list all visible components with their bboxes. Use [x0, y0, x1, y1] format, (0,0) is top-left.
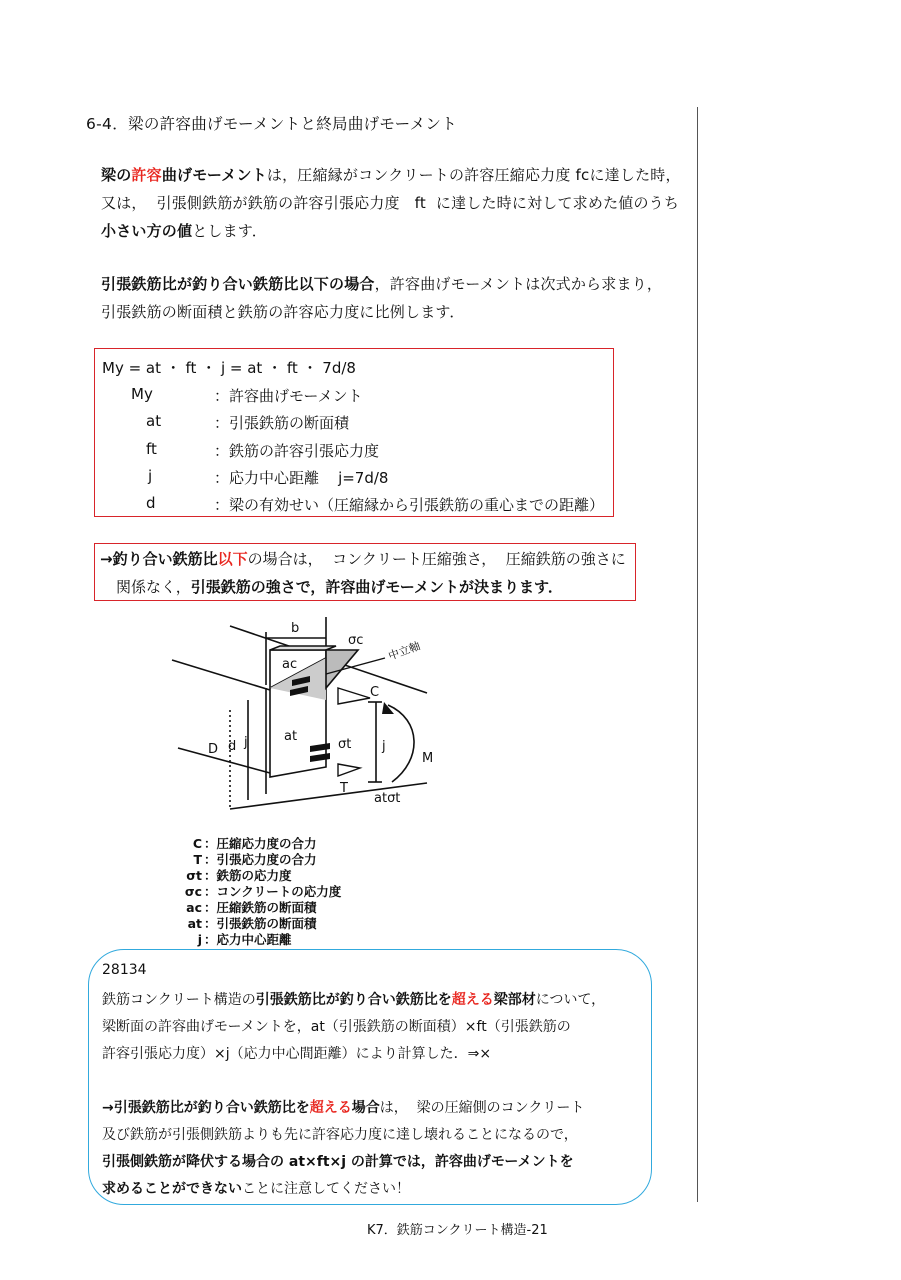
text: とします． — [192, 222, 268, 240]
formula-symbol: My — [131, 385, 153, 403]
paragraph-2-line-2: 引張鉄筋の断面積と鉄筋の許容応力度に比例します． — [101, 303, 465, 321]
note-line-1 — [100, 548, 626, 569]
legend-item: T ：引張応力度の合力 — [193, 852, 317, 867]
formula-symbol: ft — [146, 440, 157, 458]
term-condition: 引張鉄筋比が釣り合い鉄筋比以下の場合 — [101, 275, 375, 293]
label-at-sigma-t: atσt — [374, 791, 401, 806]
answer-line-4: 求めることができないことに注意してください！ — [102, 1181, 410, 1197]
question-id: 28134 — [102, 962, 147, 978]
legend-item: C ：圧縮応力度の合力 — [192, 836, 317, 851]
legend-item: at ：引張鉄筋の断面積 — [187, 916, 317, 931]
page-footer: K7．鉄筋コンクリート構造-21 — [367, 1223, 548, 1238]
arrow: → — [100, 550, 113, 568]
formula-symbol: j — [148, 467, 153, 485]
text: は，圧縮縁がコンクリートの許容圧縮応力度 fcに達した時， — [266, 166, 681, 184]
paragraph-2-line-1 — [101, 269, 662, 300]
term-balanced-ratio: 釣り合い鉄筋比 — [112, 550, 218, 568]
formula-description: ：引張鉄筋の断面積 — [214, 414, 350, 432]
legend-item: ac ：圧縮鉄筋の断面積 — [186, 900, 317, 915]
question-line-1: 鉄筋コンクリート構造の引張鉄筋比が釣り合い鉄筋比を超える梁部材について， — [102, 992, 606, 1008]
term-allowable: 許容 — [131, 166, 162, 184]
legend-item: σc ：コンクリートの応力度 — [184, 884, 342, 899]
label-j-right: j — [382, 739, 386, 754]
answer-line-1: →引張鉄筋比が釣り合い鉄筋比を超える場合は， 梁の圧縮側のコンクリート — [102, 1100, 585, 1116]
section-heading: 6-4．梁の許容曲げモーメントと終局曲げモーメント — [86, 115, 458, 133]
margin-rule — [697, 107, 698, 1202]
term-bending-moment: 曲げモーメント — [161, 166, 267, 184]
label-ac: ac — [282, 657, 298, 672]
text: 関係なく， — [116, 578, 191, 596]
text: の場合は， コンクリート圧縮強さ， 圧縮鉄筋の強さに — [247, 550, 626, 568]
label-d: d — [228, 739, 237, 754]
formula-description: ：許容曲げモーメント — [214, 387, 363, 405]
label-C: C — [370, 685, 380, 700]
question-line-2: 梁断面の許容曲げモーメントを，at（引張鉄筋の断面積）×ft（引張鉄筋の — [102, 1019, 571, 1035]
label-sigma-t: σt — [338, 737, 352, 752]
question-line-3: 許容引張応力度）×j（応力中心間距離）により計算した．⇒× — [102, 1046, 492, 1062]
legend-item: σt ：鉄筋の応力度 — [186, 868, 292, 883]
label-at: at — [284, 729, 298, 744]
paragraph-1-line-2: 又は， 引張側鉄筋が鉄筋の許容引張応力度 ft に達した時に対して求めた値のうち — [101, 194, 680, 212]
paragraph-1-line-1 — [101, 160, 681, 191]
answer-line-2: 及び鉄筋が引張側鉄筋よりも先に許容応力度に達し壊れることになるので， — [102, 1127, 578, 1143]
label-j-left: j — [244, 735, 248, 750]
term-conclusion: 引張鉄筋の強さで，許容曲げモーメントが決まります． — [190, 578, 563, 596]
paragraph-1-line-3 — [101, 216, 267, 247]
answer-line-3: 引張側鉄筋が降伏する場合の at×ft×j の計算では，許容曲げモーメントを — [102, 1154, 574, 1170]
label-T: T — [340, 781, 348, 796]
label-M: M — [422, 751, 434, 766]
note-line-2 — [116, 576, 563, 597]
formula-description: ：梁の有効せい（圧縮縁から引張鉄筋の重心までの距離） — [214, 496, 605, 514]
label-neutral-axis: 中立軸 — [386, 639, 423, 663]
legend-item: j ：応力中心距離 — [197, 932, 292, 947]
label-b: b — [291, 621, 300, 636]
term-beam: 梁の — [101, 166, 132, 184]
label-D: D — [208, 742, 219, 757]
formula-symbol: at — [146, 412, 162, 430]
text: ，許容曲げモーメントは次式から求まり， — [374, 275, 663, 293]
formula-main: My = at ・ ft ・ j = at ・ ft ・ 7d/8 — [102, 359, 356, 377]
label-sigma-c: σc — [348, 633, 364, 648]
formula-description: ：応力中心距離 j=7d/8 — [214, 469, 389, 487]
term-below: 以下 — [217, 550, 248, 568]
beam-section-diagram — [160, 610, 460, 840]
term-smaller-value: 小さい方の値 — [101, 222, 193, 240]
formula-description: ：鉄筋の許容引張応力度 — [214, 442, 380, 460]
formula-symbol: d — [146, 494, 156, 512]
